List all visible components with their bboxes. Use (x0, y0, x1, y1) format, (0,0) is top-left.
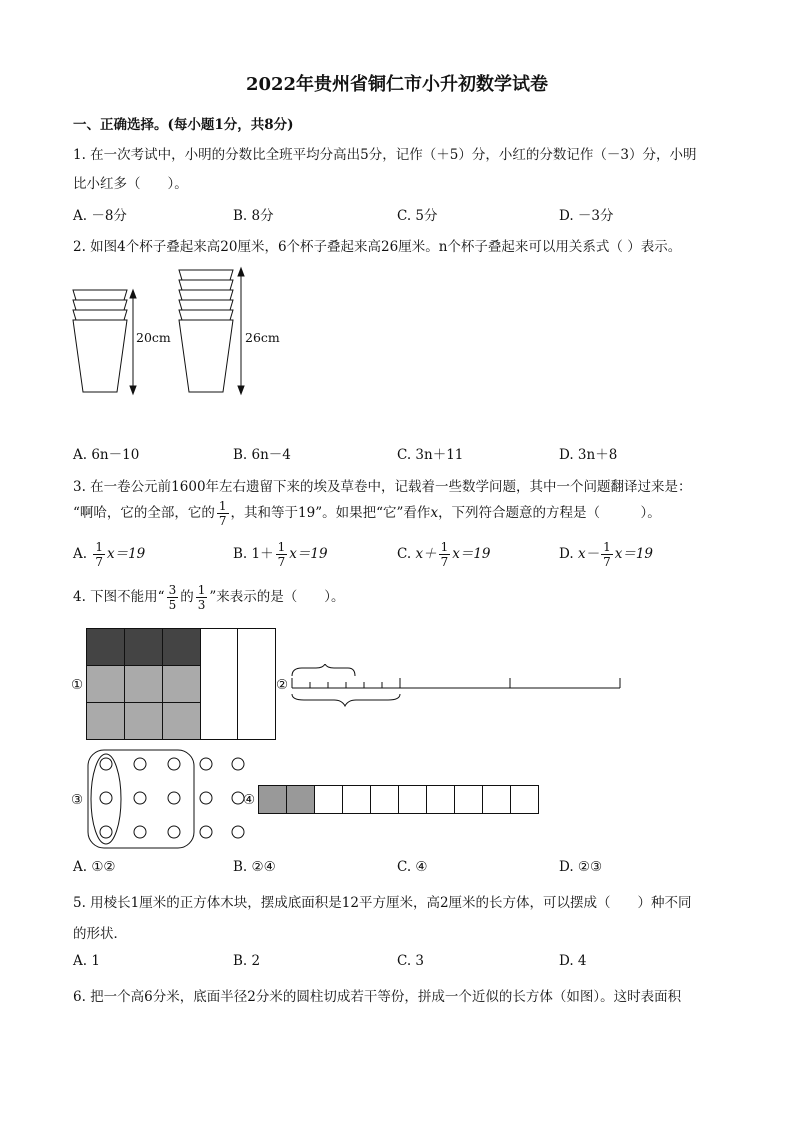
option-label: A. (73, 546, 88, 562)
fraction-1-3 (196, 584, 208, 611)
option-label: C. (397, 546, 412, 562)
q4-text-part1: 4. 下图不能用“ (73, 589, 165, 605)
equation-tail: x＝19 (289, 546, 328, 562)
q2-option-a: A. 6n－10 (73, 447, 140, 463)
q4-text-line1 (73, 584, 345, 611)
denominator: 5 (168, 598, 177, 612)
q4-de: 的 (180, 589, 194, 605)
q3-variable: x (430, 505, 439, 521)
fraction (439, 541, 451, 568)
denominator: 7 (218, 514, 227, 528)
q1-text-line2: 比小红多（ ）。 (73, 176, 188, 192)
q5-option-c: C. 3 (397, 953, 425, 969)
numerator: 1 (277, 540, 286, 554)
q1-option-a: A. －8分 (73, 208, 127, 224)
q2-option-d: D. 3n＋8 (559, 447, 618, 463)
segment-figure-2 (290, 664, 626, 708)
q4-option-c: C. ④ (397, 859, 428, 875)
equation-tail: x＝19 (452, 546, 491, 562)
q2-text-line1: 2. 如图4个杯子叠起来高20厘米，6个杯子叠起来高26厘米。n个杯子叠起来可以用关系式（ ）表示。 (73, 239, 682, 255)
q1-option-b: B. 8分 (233, 208, 274, 224)
numerator: 1 (218, 499, 227, 513)
q4-text-part2: ”来表示的是（ ）。 (209, 589, 345, 605)
q3-text-line1: 3. 在一卷公元前1600年左右遗留下来的埃及草卷中，记载着一些数学问题，其中一个问题翻译过来是： (73, 479, 692, 495)
q2-option-c: C. 3n＋11 (397, 447, 464, 463)
q3-option-b (233, 541, 328, 568)
q4-option-d: D. ②③ (559, 859, 603, 875)
equation-head: 1＋ (251, 546, 274, 562)
denominator: 3 (197, 598, 206, 612)
numerator: 3 (168, 583, 177, 597)
denominator: 7 (277, 555, 286, 569)
circles-figure-3 (84, 748, 254, 852)
page-title: 2022年贵州省铜仁市小升初数学试卷 (245, 74, 549, 95)
equation-tail: x＝19 (106, 546, 146, 562)
grid-figure-1 (86, 628, 278, 742)
q1-option-d: D. －3分 (559, 208, 614, 224)
q1-option-c: C. 5分 (397, 208, 438, 224)
denominator: 7 (603, 555, 611, 569)
figure-marker-2: ② (276, 677, 289, 693)
q4-option-a: A. ①② (73, 859, 116, 875)
equation-tail: x＝19 (614, 546, 653, 562)
figure-marker-4: ④ (243, 792, 256, 808)
equation-head: x－ (577, 546, 600, 562)
figure-marker-3: ③ (71, 792, 84, 808)
numerator: 1 (603, 540, 611, 554)
numerator: 1 (440, 540, 449, 554)
numerator: 1 (95, 540, 103, 554)
q3-fraction (217, 500, 229, 527)
q1-text-line1: 1. 在一次考试中，小明的分数比全班平均分高出5分，记作（＋5）分，小红的分数记作（－3）分，小明 (73, 147, 697, 163)
q5-option-b: B. 2 (233, 953, 261, 969)
q5-option-a: A. 1 (73, 953, 100, 969)
q3-option-a (73, 541, 145, 568)
figure-marker-1: ① (71, 677, 84, 693)
section-heading: 一、正确选择。(每小题1分，共8分) (73, 117, 294, 133)
q3-option-d (559, 541, 653, 568)
fraction (93, 541, 105, 568)
denominator: 7 (95, 555, 103, 569)
denominator: 7 (440, 555, 449, 569)
q3-text-part1: “啊哈，它的全部，它的 (73, 505, 215, 521)
q5-text-line2: 的形状． (73, 926, 127, 942)
strip-figure-4 (258, 785, 542, 815)
q6-text-line1: 6. 把一个高6分米，底面半径2分米的圆柱切成若干等份，拼成一个近似的长方体（如图）。这时表面积 (73, 989, 682, 1005)
fraction (601, 541, 613, 568)
option-label: D. (559, 546, 574, 562)
q2-option-b: B. 6n－4 (233, 447, 291, 463)
q3-text-line2 (73, 500, 661, 527)
q3-text-part3: ，下列符合题意的方程是（ ）。 (438, 505, 661, 521)
cup-height-label-right: 26cm (245, 330, 280, 345)
q3-option-c (397, 541, 491, 568)
fraction-3-5 (167, 584, 179, 611)
cup-height-label-left: 20cm (136, 330, 171, 345)
q3-text-part2: ，其和等于19”。如果把“它”看作 (230, 505, 431, 521)
q4-option-b: B. ②④ (233, 859, 276, 875)
q5-text-line1: 5. 用棱长1厘米的正方体木块，摆成底面积是12平方厘米，高2厘米的长方体，可以摆成（ ）种不同 (73, 895, 692, 911)
equation-head: x＋ (415, 546, 437, 562)
numerator: 1 (197, 583, 206, 597)
fraction (276, 541, 288, 568)
option-label: B. (233, 546, 248, 562)
q5-option-d: D. 4 (559, 953, 587, 969)
